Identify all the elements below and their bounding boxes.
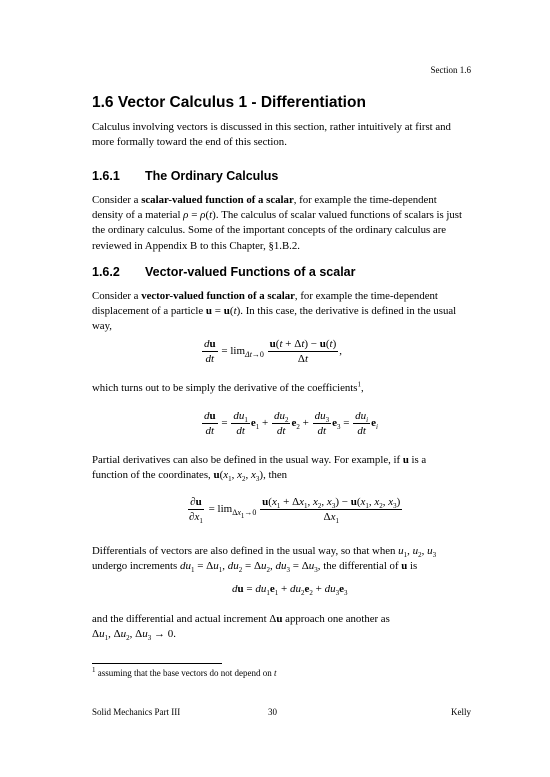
text-run: Differentials of vectors are also defined in the usual way, so that when [92,545,399,557]
text-run: is a function of the coordinates, [92,454,427,482]
equation-component-derivative: $\frac{du}{dt}$ = $\frac{du_1}{dt}$ $e_1$ + $\frac{du_2}{dt}$ $e_2$ + $\frac{du_3}{dt}$ $e_3$ = $\frac{du_i}{dt}$ $e_i$ [204,410,378,437]
bold-term: vector-valued function of a scalar [141,290,295,302]
text-run: , for example the time-dependent density of a material [92,194,437,222]
section-heading-1-6-1 [92,169,278,183]
ordinary-calculus-paragraph [92,193,464,254]
text-run: undergo increments [92,560,180,573]
section-number: 1.6.2 [92,265,120,279]
page-title: 1.6 Vector Calculus 1 - Differentiation [92,94,366,111]
approach-paragraph: and the differential and actual increment Δu approach one another as $\Delta u_1$, $\Delta u_2$, $\Delta u_3 \to 0$. [92,613,390,643]
section-title: The Ordinary Calculus [145,169,279,183]
footer-left: Solid Mechanics Part III [92,707,181,717]
text-run: Consider a [92,194,142,206]
section-number: 1.6.1 [92,169,120,183]
text-run: Partial derivatives can also be defined in the usual way. For example, if [92,454,403,466]
increments-formula: $du_1 = \Delta u_1$, $du_2 = \Delta u_2$, $du_3 = \Delta u_3$ [179,560,318,575]
equation-derivative-limit: $\frac{du}{dt}$ = $\lim_{\Delta t\to 0}$ $\frac{u(t + \Delta t) - u(t)}{\Delta t}$ , [204,338,343,365]
equation-partial-derivative: $\frac{\partial u}{\partial x_1}$ = $\lim_{\Delta x_1\to 0}$ $\frac{u(x_1 + \Delta x_1, x_2, x_3) - u(x_1, x_2, x_3)}{\Delta x_1}$ [189,496,401,525]
page-number: 30 [268,707,277,717]
text-run: which turns out to be simply the derivative of the coefficients [92,382,358,394]
footer-right: Kelly [451,707,471,717]
bold-symbol: u [402,454,409,466]
footnote-number: 1 [92,666,96,674]
text-run: . The calculus of scalar valued functions of scalars is just the ordinary calculus. Some of the important concepts of the ordinary calculus are reviewed in Appendix B to this Chapter, §1.B.2. [92,209,462,252]
text-run: , then [263,469,288,482]
footnote-text: assuming that the base vectors do not depend on [97,668,274,678]
bold-term: scalar-valued function of a scalar [141,194,294,206]
text-run: is [407,560,418,573]
vector-function-paragraph [92,289,464,335]
text-run: Consider a [92,290,142,302]
section-heading-1-6-2 [92,265,355,279]
footnote [92,668,276,678]
intro-paragraph: Calculus involving vectors is discussed in this section, rather intuitively at first and more formally toward the end of this section. [92,121,451,149]
density-formula: ρ = ρ(t) [183,209,216,222]
section-title: Vector-valued Functions of a scalar [145,265,356,279]
text-run: , the differential of [317,560,402,573]
partial-derivative-paragraph [92,453,464,483]
text-run: . In this case, the derivative is defined in the usual way, [92,305,457,333]
section-label: Section 1.6 [430,65,471,75]
differentials-paragraph: Differentials of vectors are also defined in the usual way, so that when $u_1$, $u_2$, $u_3$ undergo increments $du_1 = \Delta u_1$, $du_2 = \Delta u_2$, $du_3 = \Delta u_3$, the differential of u is [92,545,437,575]
text-run: , for example the time-dependent displacement of a particle [92,290,438,318]
coefficients-paragraph: which turns out to be simply the derivative of the coefficients$^1$, [92,380,364,394]
footnote-rule [92,663,222,664]
text-run: and the differential and actual increment [92,613,270,625]
coordinates-formula: $u(x_1$, $x_2$, $x_3$) [213,469,264,484]
footnote-variable: t [273,668,277,678]
text-run: approach one another as [282,613,390,625]
bold-symbol: u [401,560,408,573]
displacement-formula: u = u(t) [205,305,241,318]
footnote-mark: 1 [357,380,361,389]
equation-differential: du = $du_1e_1 + du_2e_2 + du_3e_3$ [232,583,348,597]
limit-condition: $\Delta u_1$, $\Delta u_2$, $\Delta u_3 \to 0$ [92,628,174,643]
